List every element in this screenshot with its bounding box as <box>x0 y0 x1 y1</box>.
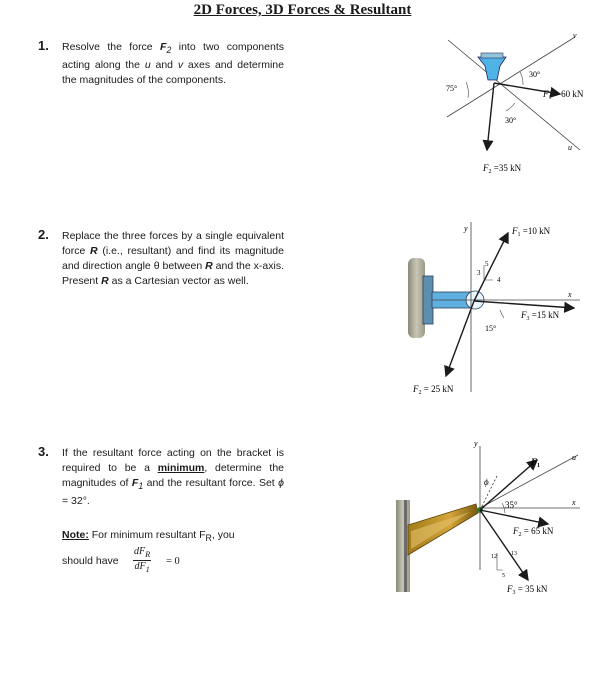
problem-2-text: Replace the three forces by a single equivalent force R (i.e., resultant) and find its magnitude and direction angle θ between R and the x-axis. Present R as a Cartesian vector as well. <box>62 230 285 287</box>
f1-arrow <box>494 83 560 94</box>
problem-2-number: 2. <box>38 227 49 242</box>
v-axis-label: v <box>573 31 577 40</box>
f2-label: $F_2 = 25$ kN <box>413 384 454 396</box>
base-plate <box>423 276 433 324</box>
f1-arrow <box>474 233 508 301</box>
v-axis-line <box>447 37 575 117</box>
wall-support <box>408 258 425 338</box>
problem-3-note: Note: For minimum resultant $F_R$, you <box>62 529 235 544</box>
angle-top-label: 30° <box>529 70 541 79</box>
angle-35-label: 35° <box>505 500 518 510</box>
f2-arrow <box>446 301 474 376</box>
problem-1-text: Resolve the force $F_2$ into two components acting along the u and v axes and determine the magnitudes of the components. <box>62 41 284 87</box>
note-should-have: should have <box>62 555 119 567</box>
angle-15-label: 15° <box>485 324 497 333</box>
f1-label: $F_1 =10$ kN <box>512 226 551 238</box>
problem-3-number: 3. <box>38 444 49 459</box>
y-axis-label: y <box>464 224 468 233</box>
phi-label: ϕ <box>484 477 489 487</box>
f2-arrow <box>480 510 548 524</box>
slope-4: 4 <box>497 276 501 284</box>
page-title: 2D Forces, 3D Forces & Resultant <box>193 2 412 18</box>
f3-label: $F_3 =15$ kN <box>521 310 560 322</box>
u-axis-label: u <box>568 143 572 152</box>
slope-3: 3 <box>477 269 481 277</box>
figure-1 <box>446 31 584 175</box>
f2-arrow <box>487 83 494 150</box>
figure-2 <box>408 222 580 396</box>
figure-3 <box>396 439 580 596</box>
angle-75-label: 75° <box>446 84 458 93</box>
slope-12: 12 <box>491 554 497 560</box>
u-axis-label: u <box>572 453 576 462</box>
f3-arrow <box>480 510 528 580</box>
note-derivative: $dF_R$ $dF_1$ <box>134 546 151 574</box>
x-axis-label: x <box>568 290 572 299</box>
problem-3-text: If the resultant force acting on the bracket is required to be a minimum, determine the magnitudes of $F_1$ and the resultant force. Set ϕ = 32°. <box>62 447 285 508</box>
slope-5: 5 <box>485 260 489 268</box>
x-axis-label: x <box>572 498 576 507</box>
f3-arrow <box>474 301 574 308</box>
f1-label: $F_1 = 60$ kN <box>543 89 584 101</box>
f3-label: $F_3 = 35$ kN <box>507 584 548 596</box>
f2-label: $F_2 =35$ kN <box>483 163 522 175</box>
slope-13: 13 <box>511 551 517 557</box>
f1-label: $F_1$ <box>531 457 541 469</box>
slope-5: 5 <box>502 573 505 579</box>
angle-bottom-label: 30° <box>505 116 517 125</box>
y-axis-label: y <box>474 439 478 448</box>
f2-label: $F_2 = 65$ kN <box>513 526 554 538</box>
problem-1-number: 1. <box>38 38 49 53</box>
note-equals-zero: = 0 <box>166 556 180 567</box>
